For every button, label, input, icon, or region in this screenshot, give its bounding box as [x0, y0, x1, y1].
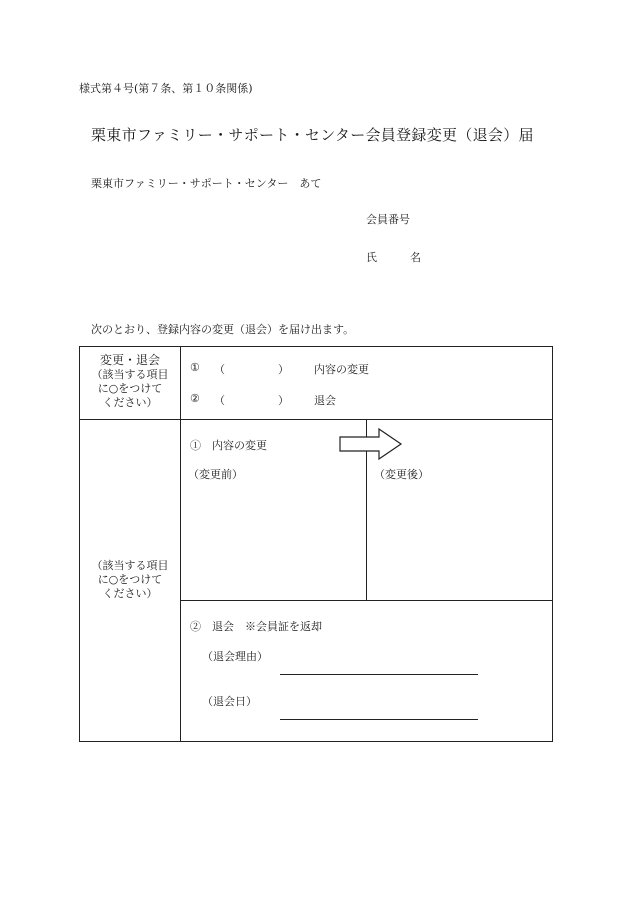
option-withdraw-number: ② [190, 392, 200, 405]
arrow-right-icon [339, 427, 403, 461]
intro-text: 次のとおり、登録内容の変更（退会）を届け出ます。 [91, 323, 355, 336]
withdraw-date-field[interactable] [280, 719, 478, 720]
row2-header-line1: （該当する項目 [91, 559, 169, 572]
form-number: 様式第４号(第７条、第１０条関係) [79, 82, 253, 95]
document-title: 栗東市ファミリー・サポート・センター会員登録変更（退会）届 [91, 126, 534, 144]
option-withdraw[interactable] [190, 392, 200, 405]
option-withdraw-paren-open: （ [214, 394, 225, 407]
option-change[interactable] [190, 361, 200, 374]
row2-header-line3: ください） [102, 587, 158, 600]
row1-header-line1: 変更・退会 [99, 353, 160, 367]
row1-header [80, 353, 180, 410]
row2-header [80, 559, 180, 601]
withdraw-reason-field[interactable] [280, 674, 478, 675]
withdraw-section-heading: ② 退会 ※会員証を返却 [190, 620, 322, 633]
option-withdraw-paren-close: ） [278, 394, 289, 407]
column-divider [180, 346, 181, 742]
after-label: （変更後） [374, 468, 429, 481]
name-label [366, 249, 421, 265]
option-change-paren-close: ） [278, 363, 289, 376]
member-number-label: 会員番号 [366, 213, 410, 226]
section-divider [180, 600, 553, 601]
change-section-heading: ① 内容の変更 [190, 439, 267, 452]
before-label: （変更前） [188, 468, 243, 481]
row2-header-line2: に○をつけて [97, 573, 163, 586]
option-change-number: ① [190, 361, 200, 374]
row1-header-line3: に○をつけて [97, 382, 163, 395]
row1-header-line2: （該当する項目 [91, 368, 169, 381]
name-label-first-char: 氏 [366, 251, 377, 264]
withdraw-date-label: （退会日） [202, 695, 257, 708]
withdraw-reason-label: （退会理由） [202, 650, 268, 663]
option-withdraw-label: 退会 [314, 394, 336, 407]
row1-header-line4: ください） [102, 396, 158, 409]
option-change-paren-open: （ [214, 363, 225, 376]
row-divider [79, 419, 553, 420]
option-change-label: 内容の変更 [314, 363, 369, 376]
name-label-second-char: 名 [410, 251, 421, 264]
addressee: 栗東市ファミリー・サポート・センター あて [91, 177, 322, 190]
